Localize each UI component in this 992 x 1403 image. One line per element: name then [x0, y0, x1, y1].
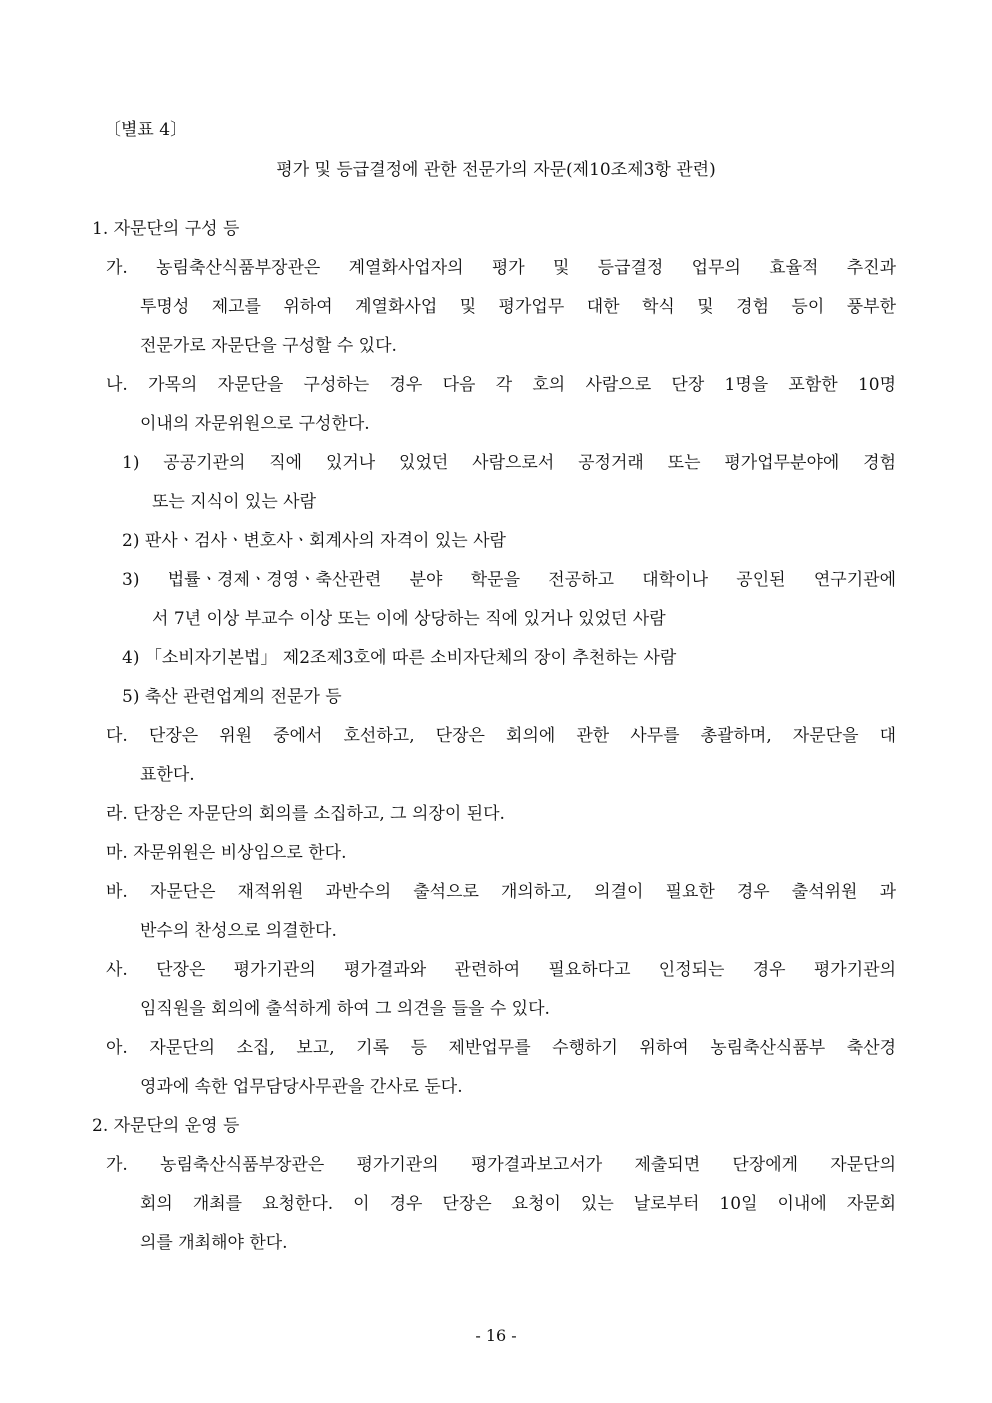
item-line: 가. 농림축산식품부장관은 평가기관의 평가결과보고서가 제출되면 단장에게 자문단의	[106, 1155, 896, 1175]
subitem-line: 3) 법률ㆍ경제ㆍ경영ㆍ축산관련 분야 학문을 전공하고 대학이나 공인된 연구기관에	[122, 570, 896, 590]
item-line: 라. 단장은 자문단의 회의를 소집하고, 그 의장이 된다.	[106, 804, 505, 824]
item-line: 사. 단장은 평가기관의 평가결과와 관련하여 필요하다고 인정되는 경우 평가기관의	[106, 960, 896, 980]
subitem-line: 2) 판사ㆍ검사ㆍ변호사ㆍ회계사의 자격이 있는 사람	[122, 531, 506, 551]
item-line: 다. 단장은 위원 중에서 호선하고, 단장은 회의에 관한 사무를 총괄하며, 자문단을 대	[106, 726, 896, 746]
subitem-continuation: 서 7년 이상 부교수 이상 또는 이에 상당하는 직에 있거나 있었던 사람	[152, 609, 666, 629]
section-heading: 2. 자문단의 운영 등	[92, 1116, 240, 1136]
item-continuation: 투명성 제고를 위하여 계열화사업 및 평가업무 대한 학식 및 경험 등이 풍부한	[140, 297, 896, 317]
item-line: 가. 농림축산식품부장관은 계열화사업자의 평가 및 등급결정 업무의 효율적 추진과	[106, 258, 896, 278]
item-line: 바. 자문단은 재적위원 과반수의 출석으로 개의하고, 의결이 필요한 경우 출석위원 과	[106, 882, 896, 902]
section-heading: 1. 자문단의 구성 등	[92, 219, 240, 239]
item-continuation: 의를 개최해야 한다.	[140, 1233, 288, 1253]
item-continuation: 영과에 속한 업무담당사무관을 간사로 둔다.	[140, 1077, 463, 1097]
subitem-continuation: 또는 지식이 있는 사람	[152, 492, 317, 512]
item-line: 아. 자문단의 소집, 보고, 기록 등 제반업무를 수행하기 위하여 농림축산식품부 축산경	[106, 1038, 896, 1058]
item-continuation: 전문가로 자문단을 구성할 수 있다.	[140, 336, 397, 356]
item-continuation: 회의 개최를 요청한다. 이 경우 단장은 요청이 있는 날로부터 10일 이내에 자문회	[140, 1194, 896, 1214]
item-continuation: 이내의 자문위원으로 구성한다.	[140, 414, 370, 434]
appendix-tag: 〔별표 4〕	[104, 120, 188, 140]
item-continuation: 표한다.	[140, 765, 195, 785]
subitem-line: 4) 「소비자기본법」 제2조제3호에 따른 소비자단체의 장이 추천하는 사람	[122, 648, 677, 668]
page-number: - 16 -	[475, 1326, 517, 1345]
item-line: 나. 가목의 자문단을 구성하는 경우 다음 각 호의 사람으로 단장 1명을 포함한 10명	[106, 375, 896, 395]
item-continuation: 임직원을 회의에 출석하게 하여 그 의견을 들을 수 있다.	[140, 999, 550, 1019]
subitem-line: 1) 공공기관의 직에 있거나 있었던 사람으로서 공정거래 또는 평가업무분야에 경험	[122, 453, 896, 473]
document-title: 평가 및 등급결정에 관한 전문가의 자문(제10조제3항 관련)	[276, 160, 716, 180]
item-continuation: 반수의 찬성으로 의결한다.	[140, 921, 337, 941]
subitem-line: 5) 축산 관련업계의 전문가 등	[122, 687, 342, 707]
item-line: 마. 자문위원은 비상임으로 한다.	[106, 843, 347, 863]
